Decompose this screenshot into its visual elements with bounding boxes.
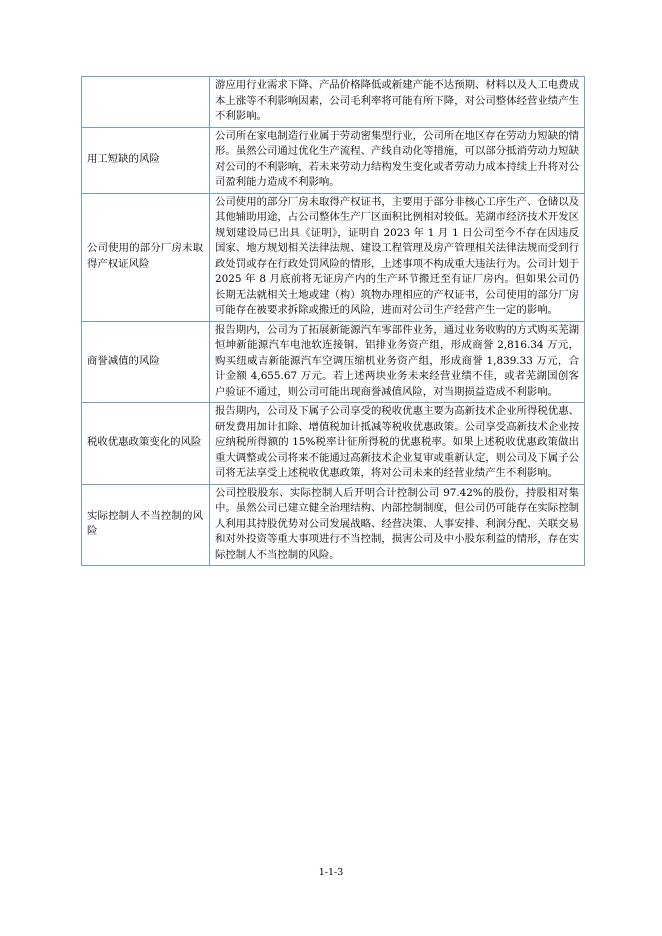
risk-name-cell: 税收优惠政策变化的风险 <box>82 403 210 485</box>
risk-description-cell: 公司使用的部分厂房未取得产权证书，主要用于部分非核心工序生产、仓储以及其他辅助用途，占公司整体生产厂区面积比例相对较低。芜湖市经济技术开发区规划建设局已出具《证明》，证明自 2023 年 1 月 1 日公司至今不存在因违反国家、地方规划相关法律法规、建设工程管理及房产管理相关法律法规而受到行政处罚或存在行政处罚风险的情形，上述事项不构成重大违法行为。公司计划于 2025 年 8 月底前将无证房产内的生产环节搬迁至有证厂房内。但如果公司仍长期无法就相关土地或建（构）筑物办理相应的产权证书，公司使用的部分厂房可能存在被要求拆除或搬迁的风险，进而对公司生产经营产生一定的影响。 <box>210 193 585 321</box>
risk-name-cell: 实际控制人不当控制的风险 <box>82 484 210 566</box>
risk-description-cell: 报告期内，公司为了拓展新能源汽车零部件业务，通过业务收购的方式购买芜湖恒坤新能源汽车电池软连接铜、铝排业务资产组，形成商誉 2,816.34 万元，购买纽威吉新能源汽车空调压缩机业务资产组，形成商誉 1,839.33 万元，合计金额 4,655.67 万元。若上述两块业务未来经营业绩不佳，或者芜湖国创客户验证不通过，则公司可能出现商誉减值风险，对当期损益造成不利影响。 <box>210 321 585 403</box>
risk-name-cell <box>82 77 210 128</box>
risk-description-cell: 游应用行业需求下降、产品价格降低或新建产能不达预期、材料以及人工电费成本上涨等不利影响因素，公司毛利率将可能有所下降，对公司整体经营业绩产生不利影响。 <box>210 77 585 128</box>
table-row <box>82 484 585 566</box>
table-row <box>82 193 585 321</box>
table-row <box>82 403 585 485</box>
risk-name-cell: 商誉减值的风险 <box>82 321 210 403</box>
risk-description-cell: 报告期内，公司及下属子公司享受的税收优惠主要为高新技术企业所得税优惠、研发费用加计扣除、增值税加计抵减等税收优惠政策。公司享受高新技术企业按应纳税所得额的 15%税率计征所得税的优惠税率。如果上述税收优惠政策做出重大调整或公司将来不能通过高新技术企业复审或重新认定，则公司及下属子公司将无法享受上述税收优惠政策，将对公司未来的经营业绩产生不利影响。 <box>210 403 585 485</box>
table-row <box>82 127 585 193</box>
table-row <box>82 77 585 128</box>
risk-description-cell: 公司所在家电制造行业属于劳动密集型行业，公司所在地区存在劳动力短缺的情形。虽然公司通过优化生产流程、产线自动化等措施，可以部分抵消劳动力短缺对公司的不利影响，若未来劳动力结构发生变化或者劳动力成本持续上升将对公司盈利能力造成不利影响。 <box>210 127 585 193</box>
risk-name-cell: 用工短缺的风险 <box>82 127 210 193</box>
table-row <box>82 321 585 403</box>
risk-name-cell: 公司使用的部分厂房未取得产权证风险 <box>82 193 210 321</box>
risk-description-cell: 公司控股股东、实际控制人后开明合计控制公司 97.42%的股份，持股相对集中。虽然公司已建立健全治理结构、内部控制制度，但公司仍可能存在实际控制人利用其持股优势对公司发展战略、经营决策、人事安排、利润分配、关联交易和对外投资等重大事项进行不当控制，损害公司及中小股东利益的情形，存在实际控制人不当控制的风险。 <box>210 484 585 566</box>
page-number: 1-1-3 <box>318 867 344 878</box>
risk-factors-table <box>81 76 585 566</box>
